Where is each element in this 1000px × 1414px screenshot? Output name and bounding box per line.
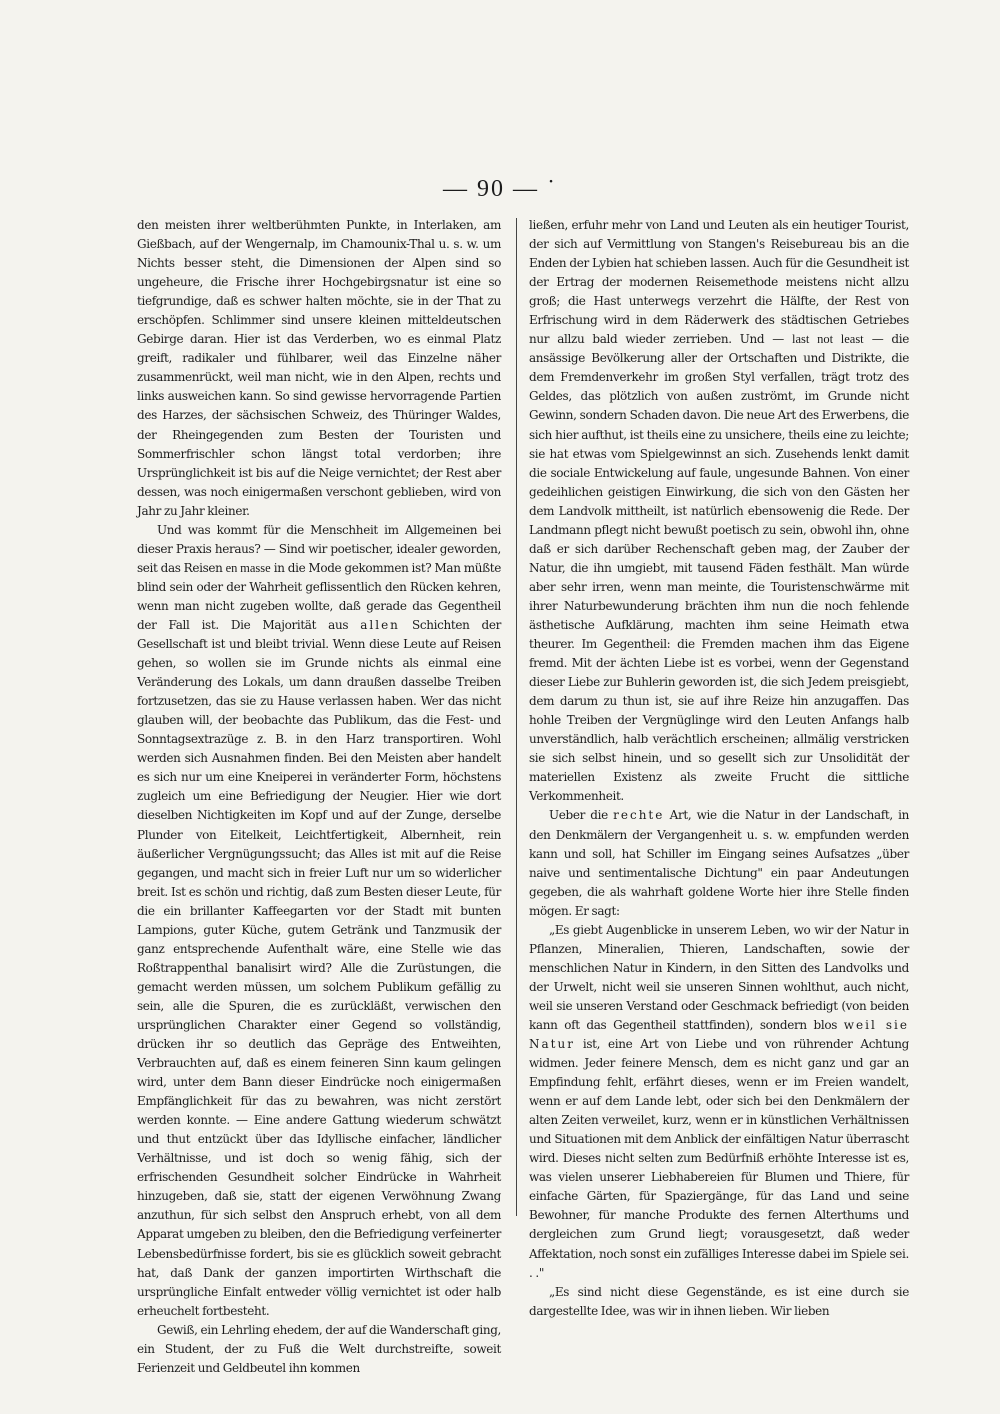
right-paragraph-1 [529,216,909,806]
text-run: Und was kommt für die Menschheit im Allgemeinen bei dieser Praxis heraus? — Sind wir poetischer, idealer geworden, seit das Reisen [137,522,501,575]
page-number: — 90 — ˙ [443,176,557,202]
text-run: Ueber die [549,808,614,823]
latin-phrase: en masse [225,560,271,575]
text-run: ist, eine Art von Liebe und von rührender Achtung widmen. Jeder feinere Mensch, dem es nicht ganz und gar an Empfindung fehlt, erfährt dieses, wenn er im Freien wandelt, wenn er auf dem Lande lebt, oder sich bei den Denkmälern der alten Zeiten verweilet, kurz, wenn er in künstlichen Verhältnissen und Situationen mit dem Anblick der einfältigen Natur überrascht wird. Dieses nicht selten zum Bedürfniß erhöhte Interesse ist es, was vielen unserer Liebhabereien für Blumen und Thiere, für einfache Gärten, für Spaziergänge, für das Land und seine Bewohner, für manche Produkte des fernen Alterthums und dergleichen zum Grund liegt; vorausgesetzt, daß weder Affektation, noch sonst ein zufälliges Interesse dabei im Spiele sei. . ." [529,1037,909,1280]
emphasis: allen [360,617,400,632]
text-run: ließen, erfuhr mehr von Land und Leuten als ein heutiger Tourist, der sich auf Vermittlung von Stangen's Reisebureau bis an die Enden der Lybien hat schieben lassen. Auch für die Gesundheit ist der Ertrag der modernen Reisemethode meistens nicht allzu groß; die Hast unterwegs verzehrt die Hälfte, der Rest von Erfrischung wird in dem Räderwerk des städtischen Getriebes nur allzu bald wieder zerrieben. Und — [529,218,909,347]
text-run: „Es giebt Augenblicke in unserem Leben, wo wir der Natur in Pflanzen, Mineralien, Thieren, Landschaften, sowie der menschlichen Natur in Kindern, in den Sitten des Landvolks und der Urwelt, nicht weil sie unseren Sinnen wohlthut, auch nicht, weil sie unseren Verstand oder Geschmack befriedigt (von beiden kann oft das Gegentheil stattfinden), sondern blos [529,922,909,1032]
left-column [137,216,501,1378]
quote-paragraph-1 [529,921,909,1283]
right-paragraph-2 [529,806,909,920]
quote-paragraph-2: „Es sind nicht diese Gegenstände, es ist eine durch sie dargestellte Idee, was wir in ihnen lieben. Wir lieben [529,1284,909,1318]
text-run: Art, wie die Natur in der Landschaft, in den Denkmälern der Vergangenheit u. s. w. empfunden werden kann und soll, hat Schiller im Eingang seines Aufsatzes „über naive und sentimentalische Dichtung" ein paar Andeutungen gegeben, die als wahrhaft goldene Worte hier ihre Stelle finden mögen. Er sagt: [529,808,909,918]
text-run: — die ansässige Bevölkerung aller der Ortschaften und Distrikte, die dem Fremdenverkehr im großen Styl verfallen, trägt trotz des Geldes, das plötzlich von außen zuströmt, im Grunde nicht Gewinn, sondern Schaden davon. Die neue Art des Erwerbens, die sich hier aufthut, ist theils eine zu unsichere, theils eine zu leichte; sie hat etwas vom Spielgewinnst an sich. Zusehends lenkt damit die sociale Entwickelung auf faule, ungesunde Bahnen. Von einer gedeihlichen geistigen Einwirkung, die sich von den Gästen her dem Landvolk mittheilt, ist natürlich ebensowenig die Rede. Der Landmann pflegt nicht bewußt poetisch zu sein, obwohl ihn, ohne daß er sich darüber Rechenschaft geben mag, der Zauber der Natur, die ihn umgiebt, mit tausend Fäden festhält. Man würde aber sehr irren, wenn man meinte, die Touristenschwärme mit ihrer Naturbewunderung brächten ihm nun die noch fehlende ästhetische Aufklärung, machten ihm seine Heimath etwa theurer. Im Gegentheil: die Fremden machen ihm das Eigene fremd. Mit der ächten Liebe ist es vorbei, wenn der Gegenstand dieser Liebe zur Buhlerin geworden ist, die sich Jedem preisgiebt, dem darum zu thun ist, sie auf ihre Reize hin anzugaffen. Das hohle Treiben der Vergnüglinge wird den Leuten Anfangs halb unverständlich, halb verächtlich erscheinen; allmälig verstricken sie sich selbst hinein, und so gesellt sich zur Unsolidität der materiellen Existenz als zweite Frucht die sittliche Verkommenheit. [529,332,909,804]
column-divider [516,218,517,1216]
left-paragraph-1: den meisten ihrer weltberühmten Punkte, in Interlaken, am Gießbach, auf der Wengernalp, im Chamounix-Thal u. s. w. um Nichts besser steht, die Dimensionen der Alpen sind so ungeheure, die Frische ihrer Hochgebirgsnatur ist eine so tiefgrundige, daß es schwer halten möchte, sie in der That zu erschöpfen. Schlimmer sind unsere kleinen mitteldeutschen Gebirge daran. Hier ist das Verderben, wo es einmal Platz greift, radikaler und fühlbarer, weil das Einzelne näher zusammenrückt, weil man nicht, wie in den Alpen, rechts und links ausweichen kann. So sind gewisse hervorragende Partien des Harzes, der sächsischen Schweiz, des Thüringer Waldes, der Rheingegenden zum Besten der Touristen und Sommerfrischler schon längst total verdorben; ihre Ursprünglichkeit ist bis auf die Neige vernichtet; der Rest aber dessen, was noch einigermaßen verschont geblieben, wird von Jahr zu Jahr kleiner. [137,218,501,518]
latin-phrase: last not least [792,332,864,347]
left-paragraph-3: Gewiß, ein Lehrling ehedem, der auf die Wanderschaft ging, ein Student, der zu Fuß die Welt durchstreifte, soweit Ferienzeit und Geldbeutel ihn kommen [137,1322,501,1375]
emphasis: weil sie Natur [529,1017,909,1052]
right-column [529,216,909,1321]
text-run: Schichten der Gesellschaft ist und bleibt trivial. Wenn diese Leute auf Reisen gehen, so wollen sie im Grunde nichts als einmal eine Veränderung des Lokals, um dann draußen dasselbe Treiben fortzusetzen, das sie zu Hause verlassen haben. Wer das nicht glauben will, der beobachte das Publikum, das die Fest- und Sonntagsextrazüge z. B. in den Harz transportiren. Wohl werden sich Ausnahmen finden. Bei den Meisten aber handelt es sich nur um eine Kneiperei in veränderter Form, höchstens zugleich um eine Befriedigung der Neugier. Hier wie dort dieselben Nichtigkeiten im Kopf und auf der Zunge, derselbe Plunder von Eitelkeit, Leichtfertigkeit, Albernheit, rein äußerlicher Vergnügungssucht; das Alles ist mit auf die Reise gegangen, und macht sich in freier Luft nur um so widerlicher breit. Ist es schön und richtig, daß zum Besten dieser Leute, für die ein brillanter Kaffeegarten vor der Stadt mit bunten Lampions, guter Küche, gutem Getränk und Tanzmusik der ganz entsprechende Aufenthalt wäre, eine Stelle wie das Roßtrappenthal banalisirt wird? Alle die Zurüstungen, die gemacht werden müssen, um solchem Publikum gefällig zu sein, alle die Spuren, die es zurückläßt, verwischen den ursprünglichen Charakter einer Gegend so vollständig, drücken ihr so deutlich das Gepräge des Entweihten, Verbrauchten auf, daß es einem feineren Sinn kaum gelingen wird, unter dem Bann dieser Eindrücke noch einigermaßen Empfänglichkeit für das zu bewahren, was nicht zerstört werden konnte. — Eine andere Gattung wiederum schwätzt und thut entzückt über das Idyllische einfacher, ländlicher Verhältnisse, und ist doch so wenig fähig, sich der erfrischenden Gesundheit solcher Eindrücke in Wahrheit hinzugeben, daß sie, statt der eigenen Verwöhnung Zwang anzuthun, für sich selbst den Anspruch erhebt, von all dem Apparat umgeben zu bleiben, den die Befriedigung verfeinerter Lebensbedürfnisse fordert, bis sie es glücklich soweit gebracht hat, daß Dank der ganzen importirten Wirthschaft die ursprüngliche Einfalt entweder völlig vernichtet ist oder halb erheuchelt fortbesteht. [137,617,501,1318]
left-paragraph-2 [137,521,501,1321]
emphasis: rechte [613,808,665,823]
text-run: in die Mode gekommen ist? Man müßte blind sein oder der Wahrheit geflissentlich den Rücken kehren, wenn man nicht zugeben wollte, daß gerade das Gegentheil der Fall ist. Die Majorität aus [137,560,501,632]
